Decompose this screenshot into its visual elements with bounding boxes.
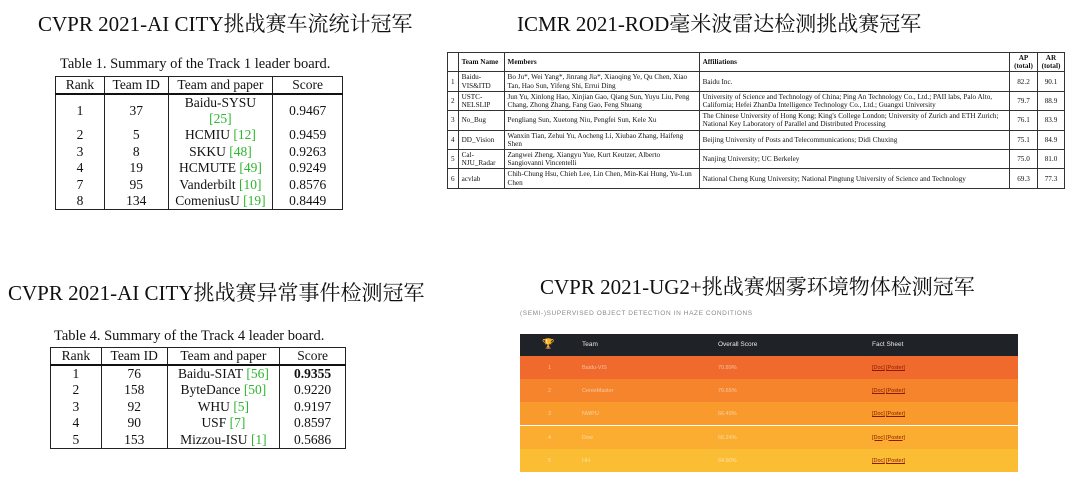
members-cell: Wanxin Tian, Zehui Yu, Aocheng Li, Xiubao Zhang, Haifeng Shen bbox=[504, 130, 699, 149]
track1-table bbox=[55, 76, 343, 210]
paper-ref-link[interactable]: [25] bbox=[209, 111, 232, 126]
team-cell bbox=[168, 127, 273, 144]
haze-col-fact: Fact Sheet bbox=[872, 341, 904, 348]
ap-cell: 69.3 bbox=[1010, 169, 1038, 188]
haze-team: Dow bbox=[582, 434, 594, 441]
team-name: ByteDance bbox=[180, 382, 241, 398]
paper-ref-link[interactable]: [5] bbox=[233, 398, 250, 414]
team-id-cell: 158 bbox=[101, 382, 167, 399]
haze-title: (SEMI-)SUPERVISED OBJECT DETECTION IN HAZE CONDITIONS bbox=[520, 310, 753, 317]
table-row bbox=[448, 169, 1065, 188]
poster-link[interactable]: [Poster] bbox=[886, 457, 905, 464]
rank-cell: 5 bbox=[51, 432, 102, 449]
doc-link[interactable]: [Doc] bbox=[872, 411, 885, 418]
col-team-name: Team Name bbox=[458, 53, 504, 72]
haze-team: Baidu-VIS bbox=[582, 365, 607, 371]
team-name-cell: No_Bug bbox=[458, 111, 504, 130]
index-cell: 4 bbox=[448, 130, 459, 149]
table-row bbox=[51, 415, 346, 432]
paper-ref-link[interactable]: [49] bbox=[239, 160, 262, 176]
haze-row bbox=[520, 356, 1018, 379]
rank-cell: 7 bbox=[56, 177, 105, 194]
table-row bbox=[56, 127, 343, 144]
col-ar: AR (total) bbox=[1037, 53, 1064, 72]
table-row bbox=[56, 177, 343, 194]
members-cell: Bo Ju*, Wei Yang*, Jinrang Jia*, Xiaoqing Ye, Qu Chen, Xiao Tan, Hao Sun, Yifeng Shi, Errui Ding bbox=[504, 72, 699, 91]
doc-link[interactable]: [Doc] bbox=[872, 365, 885, 371]
index-cell: 3 bbox=[448, 111, 459, 130]
team-cell bbox=[167, 415, 280, 432]
score-cell: 0.8597 bbox=[280, 415, 346, 432]
paper-ref-link[interactable]: [50] bbox=[243, 382, 267, 398]
team-id-cell: 90 bbox=[101, 415, 167, 432]
table-row bbox=[448, 72, 1065, 91]
team-name: USF bbox=[201, 415, 227, 431]
score-cell: 0.9249 bbox=[273, 160, 343, 177]
team-id-cell: 8 bbox=[104, 144, 168, 161]
haze-rank: 2 bbox=[548, 388, 552, 395]
team-cell bbox=[168, 193, 273, 210]
paper-ref-link[interactable]: [19] bbox=[243, 193, 266, 208]
poster-link[interactable]: [Poster] bbox=[886, 411, 905, 418]
team-id-cell: 153 bbox=[101, 432, 167, 449]
col-ap: AP (total) bbox=[1010, 53, 1038, 72]
ap-cell: 79.7 bbox=[1010, 91, 1038, 110]
team-name: HCMIU bbox=[184, 127, 230, 143]
team-name: SKKU bbox=[189, 143, 226, 159]
haze-rank: 4 bbox=[548, 434, 552, 441]
team-name: ComeniusU bbox=[175, 193, 240, 208]
affiliations-cell: National Cheng Kung University; National Pingtung University of Science and Technology bbox=[699, 169, 1009, 188]
team-id-cell: 76 bbox=[101, 365, 167, 382]
team-cell bbox=[167, 365, 280, 382]
team-name: Vanderbilt bbox=[179, 176, 236, 192]
team-name-cell: Baidu-VIS&ITD bbox=[458, 72, 504, 91]
index-cell: 1 bbox=[448, 72, 459, 91]
haze-row bbox=[520, 402, 1018, 425]
rank-cell: 3 bbox=[56, 144, 105, 161]
doc-link[interactable]: [Doc] bbox=[872, 434, 885, 441]
rank-cell: 4 bbox=[56, 160, 105, 177]
ap-cell: 75.1 bbox=[1010, 130, 1038, 149]
haze-score: 66.24% bbox=[718, 434, 737, 441]
haze-rank: 5 bbox=[548, 457, 552, 464]
col-team-id: Team ID bbox=[101, 348, 167, 366]
ar-cell: 83.9 bbox=[1037, 111, 1064, 130]
col-score: Score bbox=[273, 77, 343, 95]
table-header-row bbox=[56, 77, 343, 95]
score-cell: 0.9355 bbox=[280, 365, 346, 382]
haze-row bbox=[520, 426, 1018, 449]
affiliations-cell: Nanjing University; UC Berkeley bbox=[699, 150, 1009, 169]
col-affiliations: Affiliations bbox=[699, 53, 1009, 72]
track1-caption: Table 1. Summary of the Track 1 leader board. bbox=[60, 56, 331, 72]
icmr-rod-table bbox=[447, 52, 1065, 189]
rank-cell: 1 bbox=[51, 365, 102, 382]
haze-col-score: Overall Score bbox=[718, 341, 758, 348]
title-icmr-rod: ICMR 2021-ROD毫米波雷达检测挑战赛冠军 bbox=[517, 12, 922, 36]
team-cell bbox=[167, 399, 280, 416]
rank-cell: 4 bbox=[51, 415, 102, 432]
team-name-cell: acvlab bbox=[458, 169, 504, 188]
table-row bbox=[448, 111, 1065, 130]
title-aicity-track1: CVPR 2021-AI CITY挑战赛车流统计冠军 bbox=[38, 12, 413, 36]
team-name: Baidu-SYSU bbox=[184, 95, 257, 110]
haze-score: 66.49% bbox=[718, 411, 737, 418]
members-cell: Jun Yu, Xinlong Hao, Xinjian Gao, Qiang Sun, Yuyu Liu, Peng Chang, Zhong Zhang, Fang Gao, Feng Shuang bbox=[504, 91, 699, 110]
ap-cell: 75.0 bbox=[1010, 150, 1038, 169]
col-rank: Rank bbox=[56, 77, 105, 95]
affiliations-cell: University of Science and Technology of China; Ping An Technology Co., Ltd.; PAII labs, Palo Alto, California; Hefei ZhanDa Intelligence Technology Co., Ltd.; Guangxi University bbox=[699, 91, 1009, 110]
table-row bbox=[448, 130, 1065, 149]
ar-cell: 84.9 bbox=[1037, 130, 1064, 149]
affiliations-cell: The Chinese University of Hong Kong; King's College London; University of Zurich and ETH Zurich; National Key Laboratory of Parallel and Distributed Processing bbox=[699, 111, 1009, 130]
team-name: HCMUTE bbox=[178, 160, 236, 176]
haze-score: 70.65% bbox=[718, 388, 737, 395]
rank-cell: 2 bbox=[56, 127, 105, 144]
team-id-cell: 19 bbox=[104, 160, 168, 177]
table-row bbox=[56, 193, 343, 210]
haze-team: CeresMaster bbox=[582, 388, 614, 395]
table-header-row bbox=[51, 348, 346, 366]
score-cell: 0.9197 bbox=[280, 399, 346, 416]
rank-cell: 1 bbox=[56, 94, 105, 127]
poster-link[interactable]: [Poster] bbox=[886, 365, 905, 371]
members-cell: Chih-Chung Hsu, Chieh Lee, Lin Chen, Min-Kai Hung, Yu-Lun Chen bbox=[504, 169, 699, 188]
ar-cell: 88.9 bbox=[1037, 91, 1064, 110]
table-row bbox=[448, 150, 1065, 169]
ar-cell: 81.0 bbox=[1037, 150, 1064, 169]
table-row bbox=[56, 144, 343, 161]
rank-cell: 8 bbox=[56, 193, 105, 210]
team-id-cell: 134 bbox=[104, 193, 168, 210]
haze-rank: 3 bbox=[548, 411, 552, 418]
table-row bbox=[51, 382, 346, 399]
table-row bbox=[51, 399, 346, 416]
doc-link[interactable]: [Doc] bbox=[872, 457, 885, 464]
ap-cell: 76.1 bbox=[1010, 111, 1038, 130]
team-cell bbox=[167, 382, 280, 399]
paper-ref-link[interactable]: [7] bbox=[229, 415, 246, 431]
team-cell bbox=[167, 432, 280, 449]
score-cell: 0.8576 bbox=[273, 177, 343, 194]
title-aicity-track4: CVPR 2021-AI CITY挑战赛异常事件检测冠军 bbox=[8, 281, 425, 305]
track4-table bbox=[50, 347, 346, 449]
table-row bbox=[51, 432, 346, 449]
title-ug2-haze: CVPR 2021-UG2+挑战赛烟雾环境物体检测冠军 bbox=[540, 275, 975, 299]
team-id-cell: 95 bbox=[104, 177, 168, 194]
haze-col-team: Team bbox=[582, 341, 598, 348]
ar-cell: 90.1 bbox=[1037, 72, 1064, 91]
team-id-cell: 37 bbox=[104, 94, 168, 127]
paper-ref-link[interactable]: [10] bbox=[238, 176, 262, 192]
rank-cell: 2 bbox=[51, 382, 102, 399]
table-row bbox=[448, 91, 1065, 110]
team-name-cell: DD_Vision bbox=[458, 130, 504, 149]
index-cell: 2 bbox=[448, 91, 459, 110]
haze-row bbox=[520, 449, 1018, 472]
team-name-cell: Cal-NJU_Radar bbox=[458, 150, 504, 169]
haze-team: HH bbox=[582, 457, 590, 464]
members-cell: Zangwei Zheng, Xiangyu Yue, Kurt Keutzer, Alberto Sangiovanni Vincentelli bbox=[504, 150, 699, 169]
rank-cell: 3 bbox=[51, 399, 102, 416]
index-cell: 5 bbox=[448, 150, 459, 169]
haze-rank: 1 bbox=[548, 365, 552, 371]
paper-ref-link[interactable]: [56] bbox=[246, 366, 269, 381]
team-name: WHU bbox=[197, 398, 230, 414]
track4-caption: Table 4. Summary of the Track 4 leader board. bbox=[54, 328, 325, 344]
poster-link[interactable]: [Poster] bbox=[886, 388, 905, 395]
col-team-paper: Team and paper bbox=[167, 348, 280, 366]
team-cell bbox=[168, 177, 273, 194]
haze-leaderboard bbox=[520, 310, 1018, 472]
score-cell: 0.8449 bbox=[273, 193, 343, 210]
table-row bbox=[56, 94, 343, 127]
table-row bbox=[51, 365, 346, 382]
col-members: Members bbox=[504, 53, 699, 72]
haze-header-row bbox=[520, 334, 1018, 356]
haze-team: NWPU bbox=[582, 411, 599, 418]
affiliations-cell: Baidu Inc. bbox=[699, 72, 1009, 91]
members-cell: Pengliang Sun, Xuetong Niu, Pengfei Sun, Kele Xu bbox=[504, 111, 699, 130]
score-cell: 0.9220 bbox=[280, 382, 346, 399]
index-cell: 6 bbox=[448, 169, 459, 188]
col-rank: Rank bbox=[51, 348, 102, 366]
haze-score: 70.89% bbox=[718, 365, 737, 371]
trophy-icon: 🏆 bbox=[542, 339, 555, 350]
team-id-cell: 92 bbox=[101, 399, 167, 416]
team-name: Mizzou-ISU bbox=[180, 431, 248, 447]
team-cell bbox=[168, 94, 273, 127]
affiliations-cell: Beijing University of Posts and Telecommunications; Didi Chuxing bbox=[699, 130, 1009, 149]
paper-ref-link[interactable]: [48] bbox=[229, 143, 252, 159]
score-cell: 0.9263 bbox=[273, 144, 343, 161]
col-team-paper: Team and paper bbox=[168, 77, 273, 95]
team-name: Baidu-SIAT bbox=[177, 366, 243, 381]
col-team-id: Team ID bbox=[104, 77, 168, 95]
poster-link[interactable]: [Poster] bbox=[886, 434, 905, 441]
col-index bbox=[448, 53, 459, 72]
score-cell: 0.9467 bbox=[273, 94, 343, 127]
team-cell bbox=[168, 144, 273, 161]
team-id-cell: 5 bbox=[104, 127, 168, 144]
score-cell: 0.9459 bbox=[273, 127, 343, 144]
haze-row bbox=[520, 379, 1018, 402]
haze-score: 64.90% bbox=[718, 457, 737, 464]
table-header-row bbox=[448, 53, 1065, 72]
paper-ref-link[interactable]: [12] bbox=[233, 127, 256, 143]
table-row bbox=[56, 160, 343, 177]
team-name-cell: USTC-NELSLIP bbox=[458, 91, 504, 110]
paper-ref-link[interactable]: [1] bbox=[250, 431, 267, 447]
ap-cell: 82.2 bbox=[1010, 72, 1038, 91]
col-score: Score bbox=[280, 348, 346, 366]
ar-cell: 77.3 bbox=[1037, 169, 1064, 188]
doc-link[interactable]: [Doc] bbox=[872, 388, 885, 395]
score-cell: 0.5686 bbox=[280, 432, 346, 449]
team-cell bbox=[168, 160, 273, 177]
